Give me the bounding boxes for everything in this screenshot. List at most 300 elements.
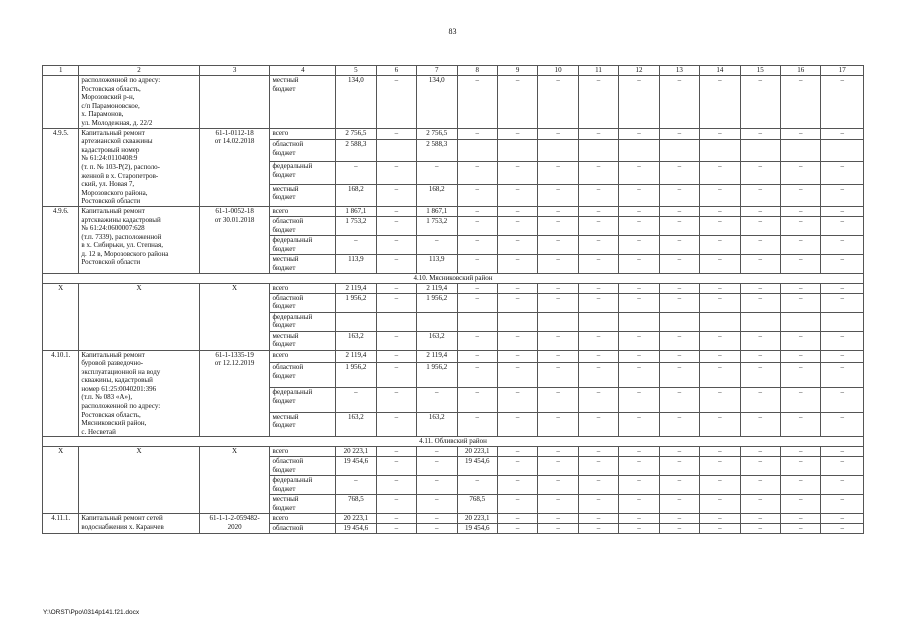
column-number: 6 [376,66,416,76]
column-number: 9 [497,66,537,76]
value-col-10: – [538,331,578,350]
value-col-14: – [700,293,740,312]
value-col-8: – [457,350,497,363]
value-col-11: – [578,412,618,437]
value-col-14: – [700,476,740,495]
value-col-12: – [619,350,659,363]
value-col-5: 163,2 [336,331,376,350]
value-col-16: – [781,76,821,129]
value-col-12: – [619,495,659,514]
funding-source: федеральный бюджет [270,235,336,254]
object-name: Капитальный ремонт буровой разведочно- эксплуатационной на воду скважины, кадастровый номер 61:25:0040201:396 (т.п. № 083 «А»), расположенной по адресу: Ростовская область, Мясниковский район, с. Несветай [79,350,199,437]
value-col-9: – [497,457,537,476]
value-col-12: – [619,388,659,413]
value-col-17: – [821,331,864,350]
value-col-5: 1 867,1 [336,206,376,216]
value-col-7: – [417,495,457,514]
value-col-15: – [740,363,780,388]
value-col-9: – [497,254,537,273]
value-col-12: – [619,524,659,534]
column-number: 17 [821,66,864,76]
value-col-15: – [740,388,780,413]
value-col-15: – [740,447,780,457]
value-col-6: – [376,235,416,254]
value-col-5: 768,5 [336,495,376,514]
value-col-6: – [376,388,416,413]
value-col-6: – [376,363,416,388]
value-col-9: – [497,76,537,129]
value-col-16: – [781,331,821,350]
value-col-17: – [821,350,864,363]
value-col-15: – [740,457,780,476]
value-col-7: – [417,476,457,495]
row-number: 4.11.1. [43,514,79,534]
value-col-12: – [619,283,659,293]
value-col-8: – [457,206,497,216]
value-col-15: – [740,184,780,206]
value-col-11: – [578,350,618,363]
value-col-7: 113,9 [417,254,457,273]
value-col-15: – [740,76,780,129]
value-col-15: – [740,495,780,514]
funding-source: всего [270,206,336,216]
value-col-15: – [740,235,780,254]
value-col-17: – [821,495,864,514]
value-col-7: 1 753,2 [417,216,457,235]
column-number: 12 [619,66,659,76]
value-col-14: – [700,447,740,457]
value-col-8: 20 223,1 [457,514,497,524]
value-col-11 [578,312,618,331]
value-col-11: – [578,363,618,388]
value-col-12: – [619,235,659,254]
value-col-5: 134,0 [336,76,376,129]
funding-source: местный бюджет [270,184,336,206]
column-number: 7 [417,66,457,76]
object-name: Х [79,283,199,350]
value-col-16 [781,312,821,331]
value-col-5: 168,2 [336,184,376,206]
value-col-5: 2 119,4 [336,283,376,293]
value-col-5: 163,2 [336,412,376,437]
object-name: Капитальный ремонт артскважины кадастровый № 61:24:0600007:628 (т.п. 7339), расположенной в х. Сибирьки, ул. Степная, д. 12 в, Морозовского района Ростовской области [79,206,199,273]
value-col-5: 1 956,2 [336,363,376,388]
funding-source: областной бюджет [270,363,336,388]
value-col-8: – [457,283,497,293]
column-number: 14 [700,66,740,76]
value-col-11: – [578,476,618,495]
value-col-13: – [659,293,699,312]
value-col-17: – [821,363,864,388]
value-col-9: – [497,216,537,235]
value-col-7: 163,2 [417,331,457,350]
value-col-16: – [781,388,821,413]
row-number: Х [43,447,79,514]
value-col-7: 2 119,4 [417,283,457,293]
column-number: 5 [336,66,376,76]
value-col-13: – [659,216,699,235]
value-col-10: – [538,388,578,413]
value-col-11: – [578,331,618,350]
column-number: 15 [740,66,780,76]
value-col-9: – [497,283,537,293]
value-col-9: – [497,447,537,457]
value-col-11: – [578,184,618,206]
value-col-16: – [781,363,821,388]
document-number: Х [199,447,270,514]
value-col-13 [659,140,699,162]
value-col-7: – [417,514,457,524]
value-col-15: – [740,412,780,437]
value-col-5: 2 756,5 [336,128,376,140]
value-col-9: – [497,350,537,363]
value-col-15: – [740,206,780,216]
value-col-14: – [700,514,740,524]
value-col-10: – [538,363,578,388]
value-col-13: – [659,495,699,514]
funding-source: всего [270,514,336,524]
value-col-15: – [740,524,780,534]
value-col-11: – [578,293,618,312]
value-col-9 [497,312,537,331]
value-col-15 [740,312,780,331]
value-col-14: – [700,412,740,437]
value-col-9: – [497,206,537,216]
budget-table [42,65,864,534]
value-col-10: – [538,162,578,184]
value-col-11: – [578,447,618,457]
value-col-16: – [781,514,821,524]
value-col-13: – [659,206,699,216]
value-col-8: – [457,162,497,184]
value-col-6: – [376,283,416,293]
value-col-11: – [578,128,618,140]
value-col-7: – [417,235,457,254]
value-col-5: 1 956,2 [336,293,376,312]
value-col-6: – [376,216,416,235]
value-col-15: – [740,162,780,184]
value-col-15: – [740,476,780,495]
value-col-12: – [619,206,659,216]
value-col-8: – [457,235,497,254]
value-col-8 [457,140,497,162]
funding-source: областной бюджет [270,216,336,235]
document-number: Х [199,283,270,350]
value-col-15: – [740,514,780,524]
value-col-6 [376,312,416,331]
value-col-13: – [659,363,699,388]
value-col-6: – [376,412,416,437]
value-col-10 [538,140,578,162]
value-col-13: – [659,128,699,140]
value-col-10: – [538,350,578,363]
value-col-13: – [659,254,699,273]
value-col-16: – [781,128,821,140]
funding-source: местный бюджет [270,331,336,350]
value-col-9: – [497,495,537,514]
value-col-5: – [336,235,376,254]
value-col-17: – [821,254,864,273]
value-col-17: – [821,388,864,413]
value-col-5: 19 454,6 [336,524,376,534]
value-col-5: 113,9 [336,254,376,273]
value-col-8: 19 454,6 [457,457,497,476]
value-col-8: – [457,293,497,312]
section-row [43,273,864,283]
funding-source: федеральный бюджет [270,388,336,413]
funding-source: местный бюджет [270,412,336,437]
value-col-5 [336,312,376,331]
value-col-10: – [538,216,578,235]
funding-source: федеральный бюджет [270,312,336,331]
funding-source: областной бюджет [270,293,336,312]
value-col-9: – [497,412,537,437]
value-col-5: 20 223,1 [336,447,376,457]
value-col-7: 1 956,2 [417,363,457,388]
value-col-17: – [821,283,864,293]
table-row [43,206,864,216]
document-number [199,76,270,129]
value-col-16: – [781,184,821,206]
funding-source: местный бюджет [270,495,336,514]
value-col-12: – [619,254,659,273]
value-col-12 [619,312,659,331]
value-col-8: – [457,363,497,388]
value-col-12: – [619,457,659,476]
value-col-5: 2 588,3 [336,140,376,162]
table-row [43,76,864,129]
value-col-12: – [619,293,659,312]
value-col-11: – [578,457,618,476]
value-col-17: – [821,476,864,495]
value-col-16: – [781,254,821,273]
value-col-8: – [457,331,497,350]
value-col-8: – [457,476,497,495]
funding-source: всего [270,447,336,457]
table-row [43,283,864,293]
value-col-14: – [700,495,740,514]
value-col-6: – [376,293,416,312]
value-col-10: – [538,293,578,312]
value-col-6: – [376,476,416,495]
value-col-8: – [457,216,497,235]
value-col-10: – [538,76,578,129]
value-col-10: – [538,184,578,206]
value-col-14 [700,312,740,331]
funding-source: областной бюджет [270,457,336,476]
value-col-10: – [538,524,578,534]
funding-source: всего [270,350,336,363]
value-col-8: – [457,76,497,129]
value-col-6: – [376,162,416,184]
document-number: 61-1-1-2-059482- 2020 [199,514,270,534]
value-col-8: – [457,254,497,273]
value-col-17: – [821,524,864,534]
section-title: 4.10. Мясниковский район [43,273,864,283]
funding-source: областной бюджет [270,140,336,162]
column-number: 13 [659,66,699,76]
value-col-8: – [457,412,497,437]
value-col-14 [700,140,740,162]
value-col-16: – [781,235,821,254]
value-col-8: 768,5 [457,495,497,514]
row-number: 4.9.5. [43,128,79,206]
value-col-6 [376,140,416,162]
document-number: 61-1-0112-18 от 14.02.2018 [199,128,270,206]
row-number: 4.10.1. [43,350,79,437]
value-col-11 [578,140,618,162]
value-col-9: – [497,162,537,184]
table-row [43,447,864,457]
value-col-15: – [740,283,780,293]
value-col-7: – [417,524,457,534]
value-col-5: 20 223,1 [336,514,376,524]
value-col-13: – [659,350,699,363]
value-col-17 [821,140,864,162]
value-col-11: – [578,388,618,413]
value-col-7: – [417,162,457,184]
value-col-5: – [336,388,376,413]
value-col-9: – [497,331,537,350]
value-col-13: – [659,514,699,524]
value-col-17 [821,312,864,331]
value-col-16: – [781,447,821,457]
value-col-13: – [659,162,699,184]
value-col-13: – [659,447,699,457]
value-col-14: – [700,283,740,293]
value-col-11: – [578,495,618,514]
table-row [43,514,864,524]
value-col-11: – [578,283,618,293]
funding-source: всего [270,128,336,140]
value-col-14: – [700,235,740,254]
value-col-6: – [376,76,416,129]
funding-source: федеральный бюджет [270,476,336,495]
value-col-12: – [619,76,659,129]
value-col-11: – [578,216,618,235]
value-col-13: – [659,388,699,413]
value-col-5: 19 454,6 [336,457,376,476]
value-col-16: – [781,524,821,534]
value-col-10: – [538,412,578,437]
value-col-12 [619,140,659,162]
value-col-8: – [457,184,497,206]
table-row [43,350,864,363]
value-col-10: – [538,128,578,140]
value-col-8: – [457,388,497,413]
value-col-17: – [821,128,864,140]
file-path-footer: Y:\ORST\Ppo\0314p141.f21.docx [43,609,140,616]
value-col-12: – [619,447,659,457]
value-col-9 [497,140,537,162]
value-col-5: – [336,162,376,184]
value-col-11: – [578,254,618,273]
value-col-10: – [538,235,578,254]
value-col-16: – [781,283,821,293]
value-col-10: – [538,447,578,457]
value-col-14: – [700,76,740,129]
value-col-17: – [821,235,864,254]
value-col-9: – [497,235,537,254]
value-col-17: – [821,206,864,216]
value-col-6: – [376,206,416,216]
value-col-10: – [538,283,578,293]
value-col-7: 163,2 [417,412,457,437]
document-number: 61-1-1335-19 от 12.12.2019 [199,350,270,437]
value-col-17: – [821,293,864,312]
value-col-11: – [578,514,618,524]
funding-source: федеральный бюджет [270,162,336,184]
value-col-9: – [497,293,537,312]
value-col-7: 134,0 [417,76,457,129]
value-col-17: – [821,184,864,206]
value-col-14: – [700,350,740,363]
value-col-14: – [700,162,740,184]
value-col-16: – [781,412,821,437]
value-col-10 [538,312,578,331]
value-col-7: 1 867,1 [417,206,457,216]
value-col-5: 2 119,4 [336,350,376,363]
value-col-15: – [740,331,780,350]
value-col-12: – [619,216,659,235]
column-number-row [43,66,864,76]
value-col-14: – [700,206,740,216]
value-col-10: – [538,206,578,216]
value-col-16: – [781,476,821,495]
value-col-13: – [659,524,699,534]
value-col-12: – [619,476,659,495]
column-number: 1 [43,66,79,76]
funding-source: всего [270,283,336,293]
value-col-8: – [457,128,497,140]
value-col-17: – [821,162,864,184]
value-col-10: – [538,514,578,524]
value-col-11: – [578,524,618,534]
value-col-14: – [700,184,740,206]
value-col-6: – [376,495,416,514]
page-number: 83 [448,27,457,36]
value-col-8 [457,312,497,331]
value-col-7: 2 588,3 [417,140,457,162]
value-col-13: – [659,184,699,206]
object-name: Х [79,447,199,514]
value-col-9: – [497,128,537,140]
value-col-16: – [781,293,821,312]
value-col-13: – [659,283,699,293]
value-col-10: – [538,495,578,514]
value-col-13: – [659,76,699,129]
value-col-12: – [619,363,659,388]
value-col-6: – [376,350,416,363]
value-col-11: – [578,206,618,216]
value-col-16: – [781,162,821,184]
value-col-7: 2 756,5 [417,128,457,140]
value-col-12: – [619,162,659,184]
value-col-9: – [497,476,537,495]
value-col-17: – [821,216,864,235]
value-col-7: – [417,388,457,413]
value-col-9: – [497,524,537,534]
value-col-15: – [740,254,780,273]
value-col-15: – [740,128,780,140]
column-number: 11 [578,66,618,76]
value-col-7: 1 956,2 [417,293,457,312]
value-col-16 [781,140,821,162]
object-name: Капитальный ремонт артезианской скважины кадастровый номер № 61:24:0110408:9 (т. п. № 103-Р(2), располо- женной в х. Старопетров- ский, ул. Новая 7, Морозовского района, Ростовской области [79,128,199,206]
column-number: 2 [79,66,199,76]
value-col-16: – [781,216,821,235]
value-col-15: – [740,350,780,363]
